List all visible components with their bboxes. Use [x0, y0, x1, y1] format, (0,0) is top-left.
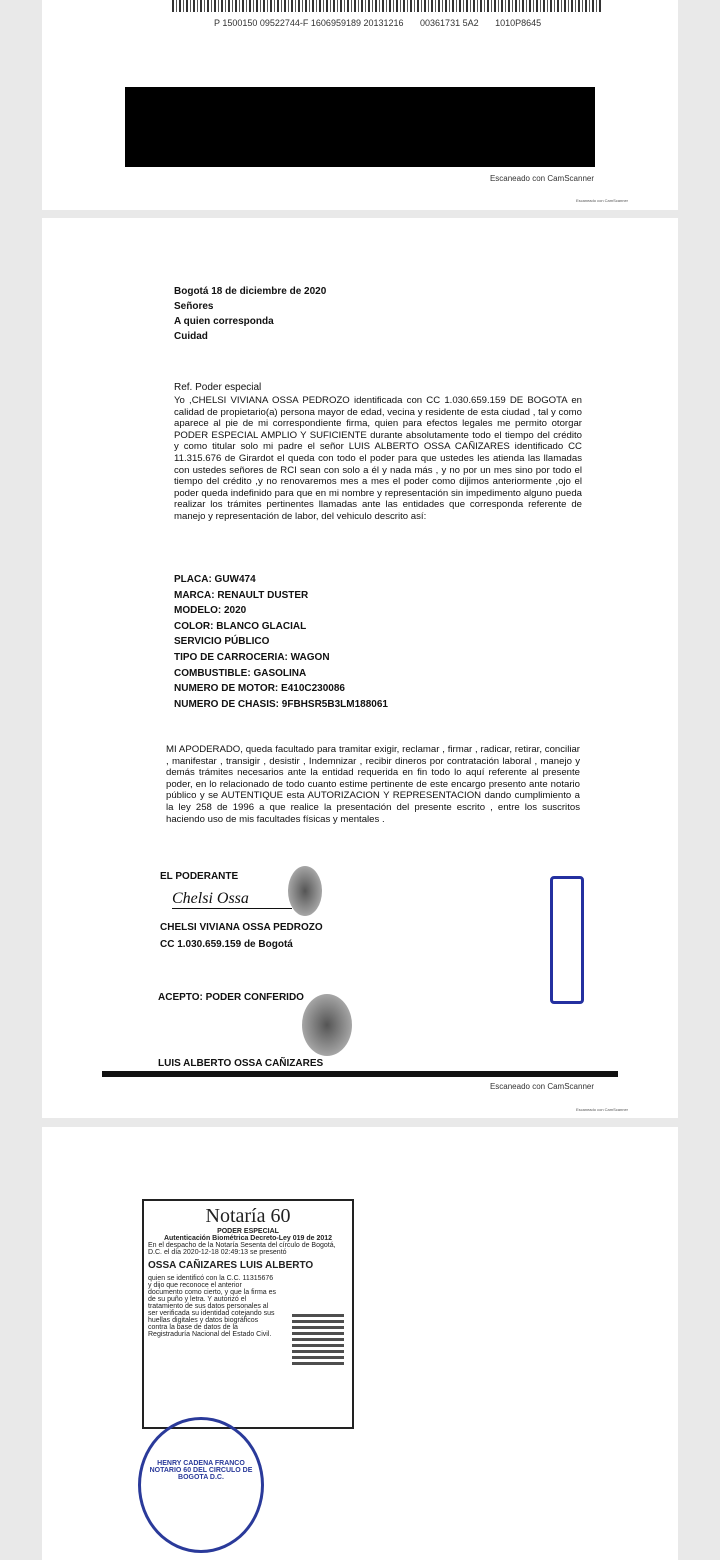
notary-authentication-stamp: [142, 1199, 354, 1429]
seal-text: HENRY CADENA FRANCO NOTARIO 60 DEL CIRCULO DE BOGOTA D.C.: [149, 1460, 253, 1481]
fingerprint: [288, 866, 322, 916]
document-codes: [214, 18, 555, 28]
field: NUMERO DE CHASIS: 9FBHSR5B3LM188061: [174, 698, 388, 710]
city: Cuidad: [174, 331, 208, 342]
scanned-page-1: [42, 0, 678, 210]
signer-id: CC 1.030.659.159 de Bogotá: [160, 939, 293, 950]
salutation: Señores: [174, 301, 214, 312]
stamp-text: quien se identificó con la C.C. 11315676 y dijo que reconoce el anterior documento como cierto, y que la firma es de su puño y letra. Y autorizó el tratamiento de sus datos personales al ser verificada su identidad cotejando sus huellas digitales y datos biográficos contra la base de datos de la Registraduría Nacional del Estado Civil.: [148, 1275, 277, 1338]
field: COMBUSTIBLE: GASOLINA: [174, 667, 307, 679]
redaction-block: [125, 87, 595, 167]
attorney-name: LUIS ALBERTO OSSA CAÑIZARES: [158, 1058, 324, 1069]
camscanner-label: Escaneado con CamScanner: [489, 1082, 594, 1091]
notary-title: Notaría 60: [205, 1205, 291, 1227]
stamp-name: OSSA CAÑIZARES LUIS ALBERTO: [148, 1260, 314, 1271]
scanned-page-2: [42, 218, 678, 1118]
signature: Chelsi Ossa: [172, 890, 292, 909]
qr-code: [292, 1313, 344, 1365]
signature-line: [102, 1071, 618, 1077]
body-paragraph-2: MI APODERADO, queda facultado para tramitar exigir, reclamar , firmar , radicar, retirar, conciliar , manifestar , transigir , desistir , Indemnizar , recibir dineros por contratación laboral , manejo y demás trámites necesarios ante la entidad requerida en fin todo lo aquí referente al presente poder, en lo relacionado de todo cuanto estime pertinente de este encargo presento ante notario público y se AUTENTIQUE esta AUTORIZACION Y REPRESENTACION dando cumplimiento a la ley 258 de 1996 a que realice la presentación del presente escrito , entre los suscritos haciendo uso de mis facultades físicas y mentales .: [166, 744, 580, 825]
vehicle-fields: [174, 572, 574, 712]
scanned-page-3: [42, 1127, 678, 1560]
field: MARCA: RENAULT DUSTER: [174, 589, 309, 601]
body-paragraph-1: Yo ,CHELSI VIVIANA OSSA PEDROZO identificada con CC 1.030.659.159 DE BOGOTA en calidad de propietario(a) persona mayor de edad, vecina y residente de esta ciudad , tal y como aparece al pie de mi correspondiente firma, quien para efectos legales me permito otorgar PODER ESPECIAL AMPLIO Y SUFICIENTE durante absolutamente todo el tiempo del crédito y como titular solo mi padre el señor LUIS ALBERTO OSSA CAÑIZARES identificado CC 11.315.676 de Girardot el queda con todo el poder para que ustedes les atienda las llamadas con ustedes señores de RCI sean con solo a él y nada más , y no por un mes sino por todo el tiempo del crédito ,y no renovaremos mes a mes el poder como dijimos anteriormente ,ojo el poder queda indefinido para que en mi nombre y representación sin impedimento alguno pueda realizar los trámites pertinentes llamadas ante las entidades que corresponda referente de manejo y representación de labor, del vehiculo descrito así:: [174, 395, 582, 522]
fingerprint: [302, 994, 352, 1056]
camscanner-small-label: Escaneado con CamScanner: [575, 1107, 628, 1112]
field: PLACA: GUW474: [174, 574, 256, 585]
recipient: A quien corresponda: [174, 316, 274, 327]
code: 00361731 5A2: [420, 18, 479, 28]
letter-header: [174, 284, 574, 344]
stamp-heading: PODER ESPECIAL: [217, 1228, 279, 1235]
code: P 1500150 09522744-F 1606959189 20131216: [214, 18, 404, 28]
camscanner-small-label: Escaneado con CamScanner: [575, 198, 628, 203]
notary-seal: [138, 1417, 264, 1553]
reference: Ref. Poder especial: [174, 382, 262, 393]
notary-stamp: [550, 876, 584, 1004]
acceptance-label: ACEPTO: PODER CONFERIDO: [158, 992, 304, 1003]
date-line: Bogotá 18 de diciembre de 2020: [174, 286, 327, 297]
field: NUMERO DE MOTOR: E410C230086: [174, 683, 345, 695]
code: 1010P8645: [495, 18, 542, 28]
stamp-intro: En el despacho de la Notaría Sesenta del círculo de Bogotá, D.C. el día 2020-12-18 02:49:13 se presentó: [148, 1242, 336, 1256]
signer-name: CHELSI VIVIANA OSSA PEDROZO: [160, 922, 323, 933]
field: SERVICIO PÚBLICO: [174, 636, 270, 648]
camscanner-label: Escaneado con CamScanner: [489, 174, 594, 183]
poderante-label: EL PODERANTE: [160, 871, 239, 882]
barcode: [172, 0, 602, 12]
field: TIPO DE CARROCERIA: WAGON: [174, 651, 330, 663]
stamp-subheading: Autenticación Biométrica Decreto-Ley 019 de 2012: [163, 1235, 333, 1242]
field: MODELO: 2020: [174, 605, 247, 617]
field: COLOR: BLANCO GLACIAL: [174, 620, 307, 632]
